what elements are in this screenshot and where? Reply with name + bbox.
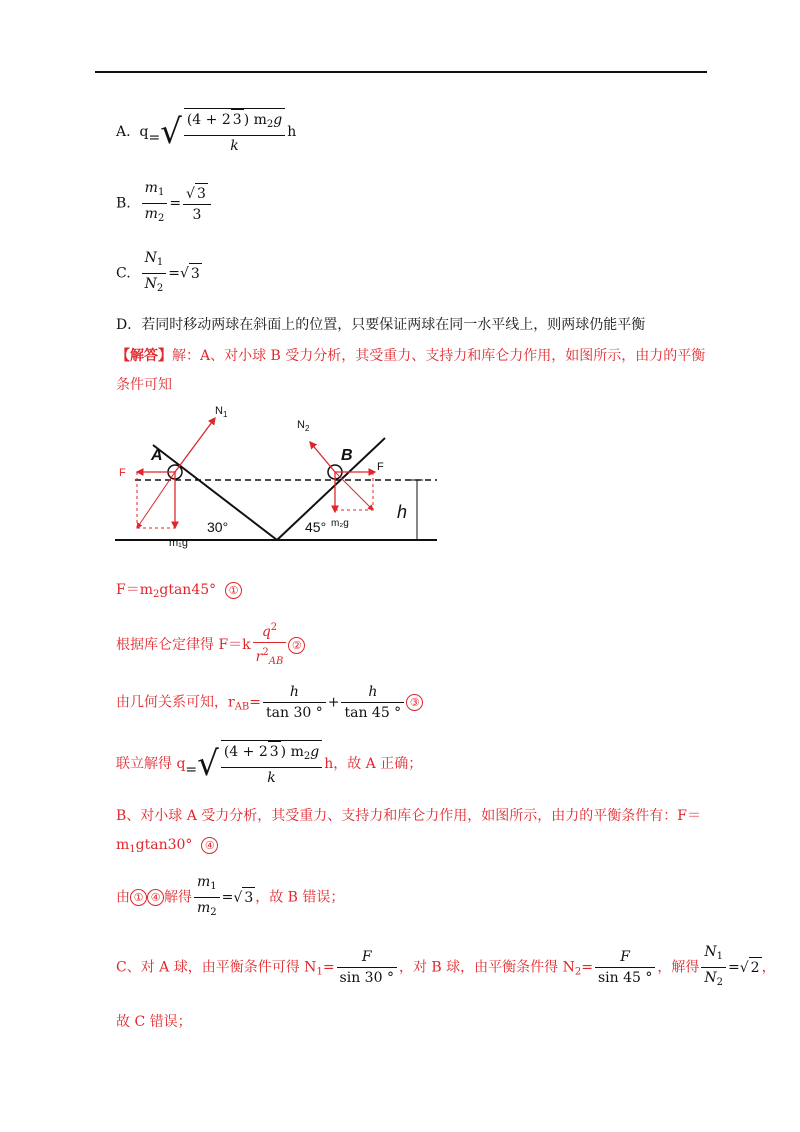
label-mg-right: m₂g xyxy=(331,518,349,529)
label-n2: $N_2$ xyxy=(297,419,310,433)
eq1: $F=m_2gtan45^\circ$ ① xyxy=(116,580,242,605)
eq3: 由几何关系可知，$r_{AB}=$ $\frac{h}{\tan 30 ^\circ}$ + $\frac{h}{\tan 45 ^\circ}$ ③ xyxy=(116,682,423,723)
b-explanation-line2: $m_1gtan30^\circ$ ④ xyxy=(116,835,218,860)
force-diagram xyxy=(115,400,437,550)
option-b: B. $\frac{m_1}{m_2}$ = $\frac{√ 3}{3}$ xyxy=(116,178,213,229)
label-f-left: F xyxy=(119,467,126,479)
eq4: 联立解得 q=√ $\frac{(4 + 2 3 ) m_2g}{k}$ h，故 A 正确； xyxy=(116,740,422,788)
eq2: 根据库仑定律得 F＝k $\frac{q^2}{r^2_{AB}}$ ② xyxy=(116,618,305,672)
answer-intro-line2: 条件可知 xyxy=(116,377,172,393)
label-n1: $N_1$ xyxy=(215,405,228,419)
b-explanation-line1: B、对小球 A 受力分析，其受重力、支持力和库仑力作用，如图所示，由力的平衡条件有：F＝ xyxy=(116,808,702,824)
c-explanation-end: 故 C 错误； xyxy=(116,1014,192,1030)
c-explanation: C、对 A 球，由平衡条件可得 $N_1=$ $\frac{F}{\sin 30 ^\circ}$ ，对 B 球，由平衡条件得 $N_2=$ $\frac{F}{\sin 45 ^\circ}$ ，解得 $\frac{N_1}{N_2}$ =√ 2 ， xyxy=(116,944,776,988)
header-rule xyxy=(95,71,707,73)
b-explanation-line3: 由 ① ④ 解得 $\frac{m_1}{m_2}$ =√ 3 ，故 B 错误； xyxy=(116,874,345,918)
label-mg-left: m₁g xyxy=(169,537,188,549)
label-b: B xyxy=(341,447,353,464)
option-c: C. $\frac{N_1}{N_2}$ =√ 3 xyxy=(116,250,200,294)
n1-arrow xyxy=(175,418,215,472)
option-a: A. q=√ $\frac{(4 + 2 3 ) m_2g}{k}$ h xyxy=(116,108,296,156)
answer-intro: 【解答】解：A、对小球 B 受力分析，其受重力、支持力和库仑力作用，如图所示，由力的平衡 xyxy=(116,348,706,364)
option-d: D．若同时移动两球在斜面上的位置，只要保证两球在同一水平线上，则两球仍能平衡 xyxy=(116,317,646,333)
label-h: h xyxy=(397,502,408,522)
n2-arrow xyxy=(310,442,335,472)
answer-tag: 【解答】 xyxy=(116,348,172,364)
label-a: A xyxy=(151,447,163,464)
label-f-right: F xyxy=(377,461,384,473)
label-angle-left: 30° xyxy=(207,519,229,535)
label-angle-right: 45° xyxy=(305,519,327,535)
